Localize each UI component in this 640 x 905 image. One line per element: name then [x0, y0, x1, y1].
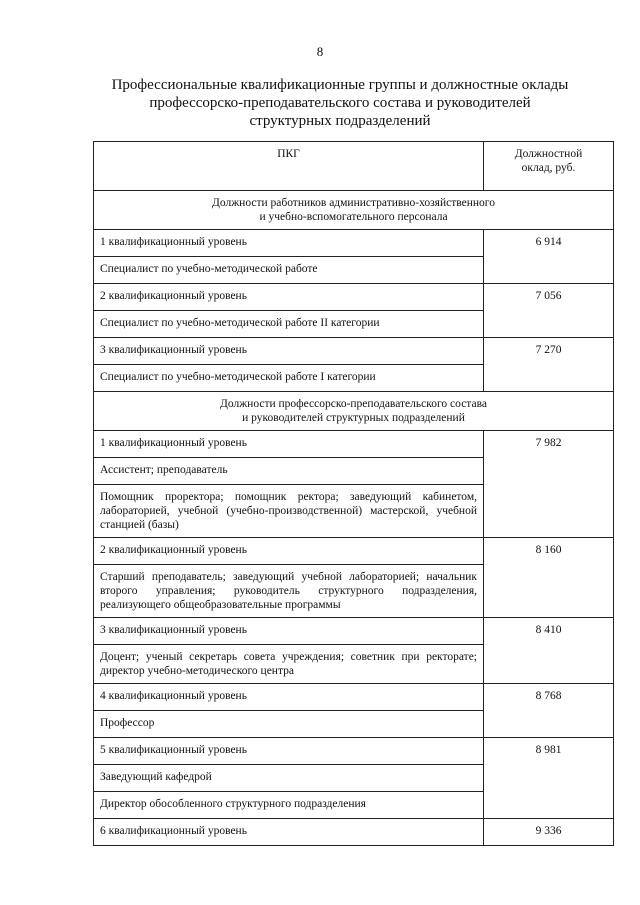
table-row [94, 819, 614, 846]
position-cell: Специалист по учебно-методической работе II категории [94, 311, 484, 338]
salary-value: 8 768 [484, 684, 614, 738]
position-cell: Ассистент; преподаватель [94, 458, 484, 485]
section-row [94, 191, 614, 230]
position-cell: Директор обособленного структурного подразделения [94, 792, 484, 819]
salary-table [93, 141, 614, 846]
table-header-row [94, 142, 614, 191]
level-label: 2 квалификационный уровень [94, 538, 484, 565]
level-label: 2 квалификационный уровень [94, 284, 484, 311]
salary-value: 8 981 [484, 738, 614, 819]
table-row [94, 338, 614, 365]
level-label: 1 квалификационный уровень [94, 230, 484, 257]
position-cell: Доцент; ученый секретарь совета учреждения; советник при ректорате; директор учебно-методического центра [94, 645, 484, 684]
level-label: 4 квалификационный уровень [94, 684, 484, 711]
salary-value: 7 056 [484, 284, 614, 338]
salary-value: 8 410 [484, 618, 614, 684]
salary-value: 8 160 [484, 538, 614, 618]
level-label: 3 квалификационный уровень [94, 618, 484, 645]
table-row [94, 431, 614, 458]
table-row [94, 684, 614, 711]
section-heading-line: и руководителей структурных подразделений [242, 412, 465, 424]
level-label: 6 квалификационный уровень [94, 819, 484, 846]
section-heading [94, 392, 614, 431]
position-cell: Специалист по учебно-методической работе [94, 257, 484, 284]
table-row [94, 738, 614, 765]
page-number: 8 [316, 44, 324, 59]
salary-value: 9 336 [484, 819, 614, 846]
level-label: 1 квалификационный уровень [94, 431, 484, 458]
title-line: профессорско-преподавательского состава и руководителей [149, 95, 531, 111]
column-header-salary-line: Должностной [514, 148, 583, 160]
section-heading-line: Должности профессорско-преподавательского состава [220, 398, 487, 410]
section-heading-line: и учебно-вспомогательного персонала [259, 211, 448, 223]
position-cell: Заведующий кафедрой [94, 765, 484, 792]
document-title [60, 76, 620, 130]
salary-value: 6 914 [484, 230, 614, 284]
salary-value: 7 270 [484, 338, 614, 392]
position-cell: Помощник проректора; помощник ректора; заведующий кабинетом, лабораторией, учебной (учебно-производственной) мастерской, учебной станцией (базы) [94, 485, 484, 538]
table-row [94, 618, 614, 645]
position-cell: Профессор [94, 711, 484, 738]
section-heading [94, 191, 614, 230]
table-row [94, 230, 614, 257]
level-label: 5 квалификационный уровень [94, 738, 484, 765]
section-row [94, 392, 614, 431]
level-label: 3 квалификационный уровень [94, 338, 484, 365]
column-header-pkg: ПКГ [94, 142, 484, 191]
salary-value: 7 982 [484, 431, 614, 538]
table-row [94, 538, 614, 565]
column-header-salary-line: оклад, руб. [521, 162, 576, 174]
title-line: структурных подразделений [249, 113, 431, 129]
table-row [94, 284, 614, 311]
position-cell: Специалист по учебно-методической работе I категории [94, 365, 484, 392]
title-line: Профессиональные квалификационные группы и должностные оклады [111, 77, 569, 93]
section-heading-line: Должности работников административно-хозяйственного [212, 197, 495, 209]
column-header-salary [484, 142, 614, 191]
position-cell: Старший преподаватель; заведующий учебной лабораторией; начальник второго управления; руководитель структурного подразделения, реализующего общеобразовательные программы [94, 565, 484, 618]
